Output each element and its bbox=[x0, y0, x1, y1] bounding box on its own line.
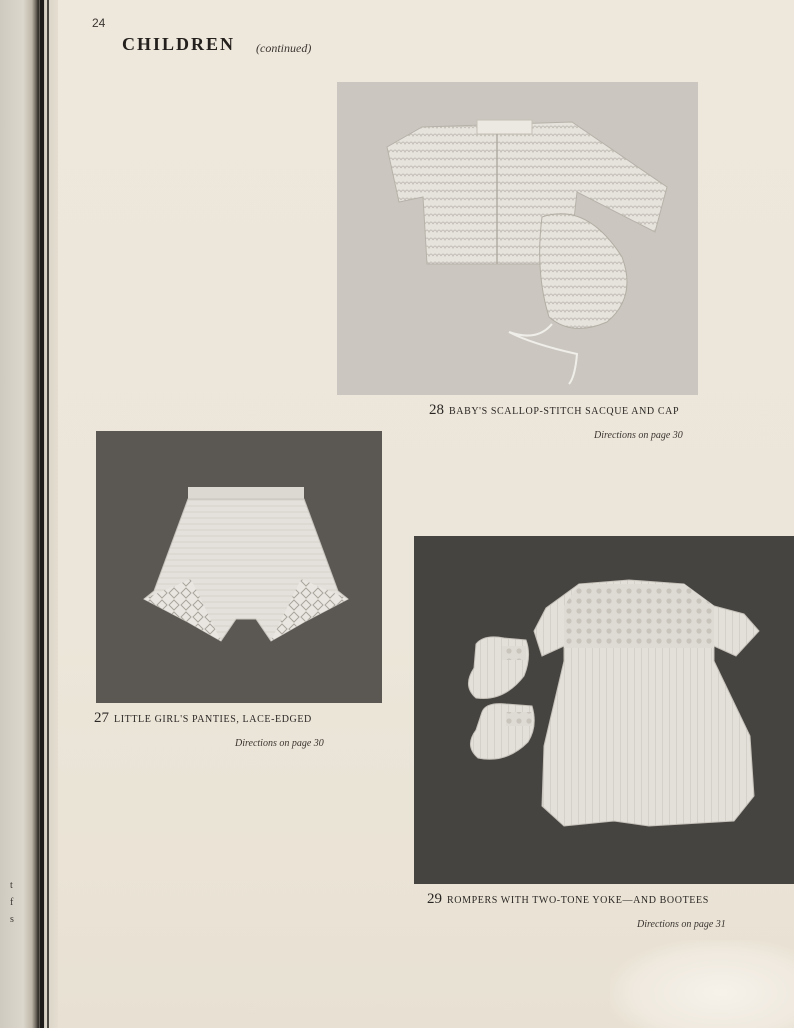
directions-item-29: Directions on page 31 bbox=[637, 919, 726, 930]
margin-fragment: s bbox=[10, 914, 14, 925]
item-number: 29 bbox=[427, 891, 442, 907]
binding-shadow bbox=[40, 0, 44, 1028]
photo-rompers-and-bootees bbox=[414, 536, 794, 884]
photo-panties bbox=[96, 431, 382, 703]
margin-fragment: t bbox=[10, 880, 13, 891]
photo-sacque-and-cap bbox=[337, 82, 698, 395]
book-binding-edge bbox=[0, 0, 58, 1028]
section-title: CHILDREN bbox=[122, 34, 236, 54]
margin-fragment: f bbox=[10, 897, 14, 908]
directions-item-28: Directions on page 30 bbox=[594, 430, 683, 441]
item-number: 28 bbox=[429, 402, 444, 418]
item-title: BABY'S SCALLOP-STITCH SACQUE AND CAP bbox=[449, 406, 680, 417]
paper-stain bbox=[610, 940, 794, 1028]
caption-item-27 bbox=[94, 710, 312, 727]
item-number: 27 bbox=[94, 710, 109, 726]
section-subtitle: (continued) bbox=[256, 41, 312, 55]
directions-item-27: Directions on page 30 bbox=[235, 738, 324, 749]
sacque-and-cap-illustration bbox=[337, 82, 698, 395]
item-title: LITTLE GIRL'S PANTIES, LACE-EDGED bbox=[114, 714, 312, 725]
caption-item-29 bbox=[427, 891, 709, 908]
caption-item-28 bbox=[429, 402, 679, 419]
rompers-illustration bbox=[414, 536, 794, 884]
binding-shadow-inner bbox=[47, 0, 49, 1028]
item-title: ROMPERS WITH TWO-TONE YOKE—AND BOOTEES bbox=[447, 895, 709, 906]
page-number: 24 bbox=[92, 16, 106, 30]
panties-illustration bbox=[96, 431, 382, 703]
